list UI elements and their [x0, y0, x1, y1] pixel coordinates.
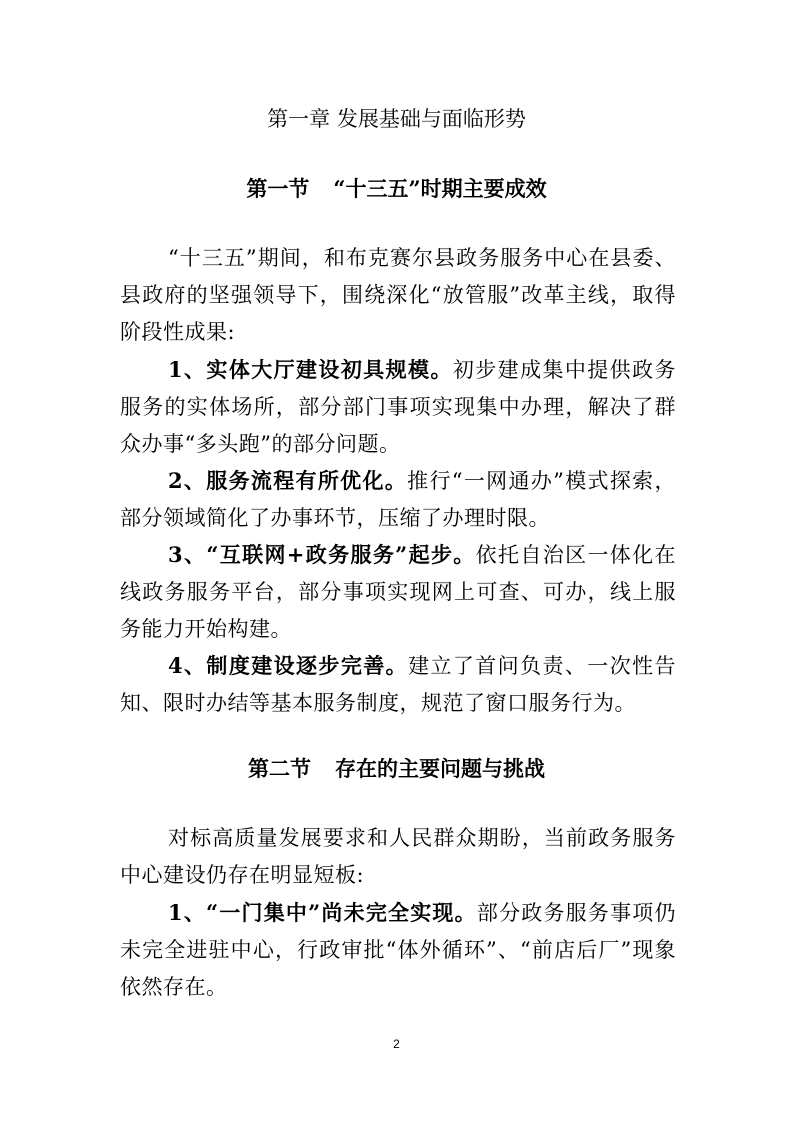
- section-1-item-1-text: 初步建成集中提供政务服务的实体场所，部分部门事项实现集中办理，解决了群众办事“多头跑”的部分问题。: [120, 358, 676, 456]
- section-1-item-1: [120, 351, 676, 463]
- section-1-item-4-heading: 4、制度建设逐步完善。: [168, 653, 409, 678]
- section-1-item-3-text: 依托自治区一体化在线政务服务平台，部分事项实现网上可查、可办，线上服务能力开始构建。: [120, 543, 676, 641]
- section-2-heading: [0, 754, 793, 784]
- section-1-item-4-text: 建立了首问负责、一次性告知、限时办结等基本服务制度，规范了窗口服务行为。: [120, 654, 676, 715]
- section-2-item-1: [120, 894, 676, 1006]
- section-2-title: 存在的主要问题与挑战: [335, 756, 545, 781]
- section-1-number: 第一节: [246, 176, 310, 201]
- section-1-title: “十三五”时期主要成效: [333, 176, 547, 201]
- chapter-title: 第一章 发展基础与面临形势: [267, 107, 526, 131]
- section-1-item-1-heading: 1、实体大厅建设初具规模。: [168, 357, 453, 382]
- section-1-intro: “十三五”期间，和布克赛尔县政务服务中心在县委、县政府的坚强领导下，围绕深化“放管服”改革主线，取得阶段性成果:: [120, 246, 676, 344]
- section-2-number: 第二节: [248, 756, 311, 781]
- section-1-item-4: [120, 647, 676, 722]
- section-1-item-3: [120, 536, 676, 648]
- section-1-item-2-heading: 2、服务流程有所优化。: [168, 468, 408, 493]
- section-2-item-1-text: 部分政务服务事项仍未完全进驻中心，行政审批“体外循环”、“前店后厂”现象依然存在。: [120, 901, 676, 999]
- page-number: 2: [393, 1037, 400, 1051]
- section-1-item-3-heading: 3、“互联网+政务服务”起步。: [168, 542, 476, 567]
- section-1-item-2-text: 推行“一网通办”模式探索，部分领域简化了办事环节，压缩了办理时限。: [120, 469, 676, 530]
- section-2-item-1-heading: 1、“一门集中”尚未完全实现。: [168, 900, 477, 925]
- section-1-heading: [0, 174, 793, 204]
- section-1-item-2: [120, 462, 676, 537]
- section-2-intro: 对标高质量发展要求和人民群众期盼，当前政务服务中心建设仍存在明显短板:: [120, 826, 676, 887]
